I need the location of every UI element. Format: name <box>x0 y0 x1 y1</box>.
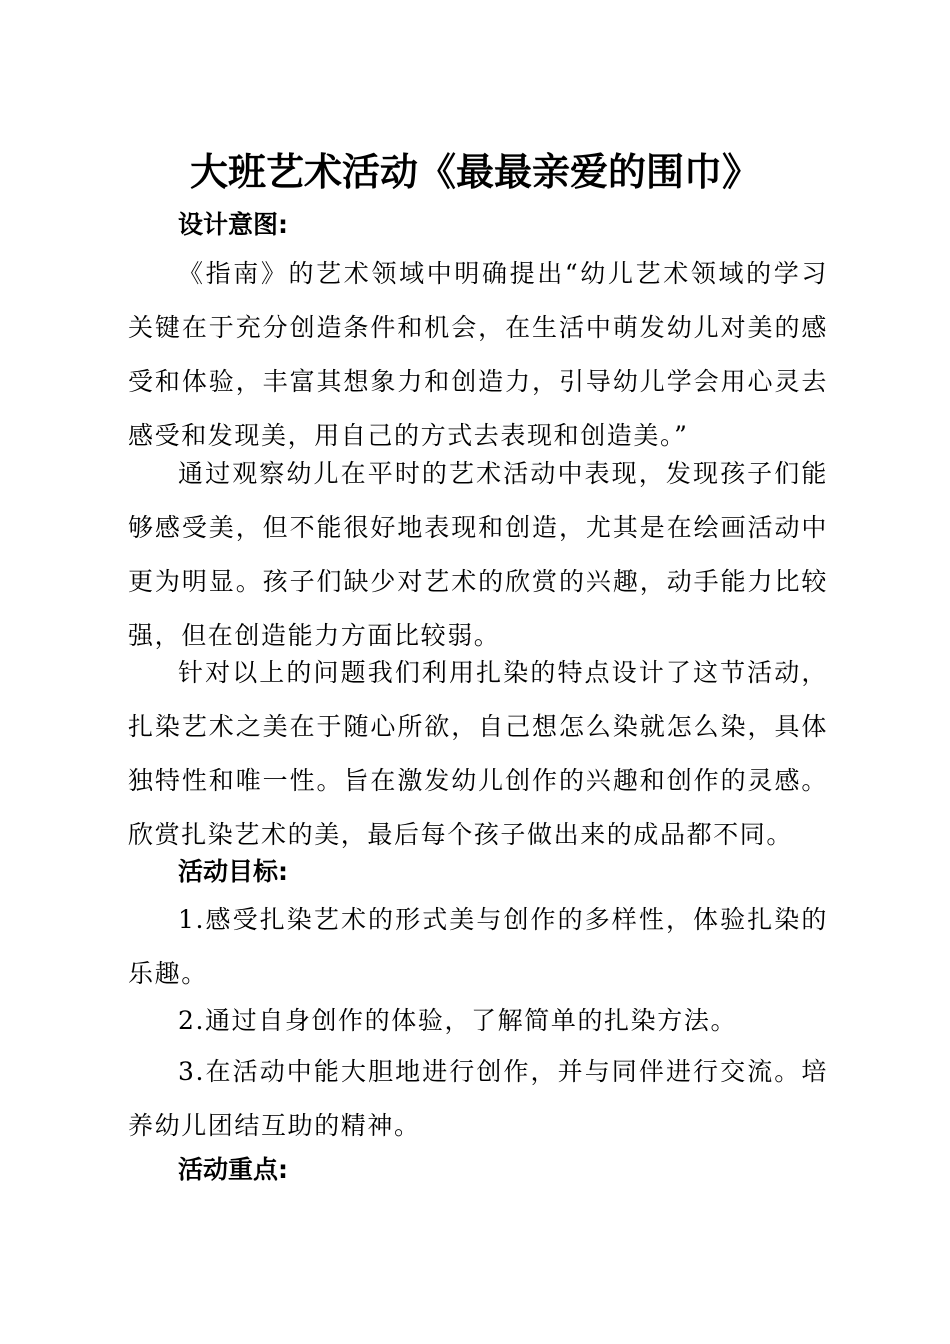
heading-design-intent: 设计意图: <box>178 210 288 239</box>
goal-item-2: 2.通过自身创作的体验，了解简单的扎染方法。 <box>178 1006 738 1035</box>
goal-item-3: 3.在活动中能大胆地进行创作，并与同伴进行交流。培养幼儿团结互助的精神。 <box>128 1057 828 1140</box>
heading-activity-key-points: 活动重点: <box>178 1155 288 1184</box>
document-title: 大班艺术活动《最最亲爱的围巾》 <box>189 149 760 194</box>
heading-activity-goals: 活动目标: <box>178 857 288 886</box>
goal-item-1: 1.感受扎染艺术的形式美与创作的多样性，体验扎染的乐趣。 <box>128 905 828 988</box>
paragraph-design-1: 《指南》的艺术领域中明确提出“幼儿艺术领域的学习关键在于充分创造条件和机会，在生活中萌发幼儿对美的感受和体验，丰富其想象力和创造力，引导幼儿学会用心灵去感受和发现美，用自己的方式去表现和创造美。” <box>128 259 828 450</box>
paragraph-design-2: 通过观察幼儿在平时的艺术活动中表现，发现孩子们能够感受美，但不能很好地表现和创造，尤其是在绘画活动中更为明显。孩子们缺少对艺术的欣赏的兴趣，动手能力比较强，但在创造能力方面比较弱。 <box>128 459 828 650</box>
paragraph-design-3: 针对以上的问题我们利用扎染的特点设计了这节活动，扎染艺术之美在于随心所欲，自己想怎么染就怎么染，具体独特性和唯一性。旨在激发幼儿创作的兴趣和创作的灵感。欣赏扎染艺术的美，最后每个孩子做出来的成品都不同。 <box>128 658 828 849</box>
